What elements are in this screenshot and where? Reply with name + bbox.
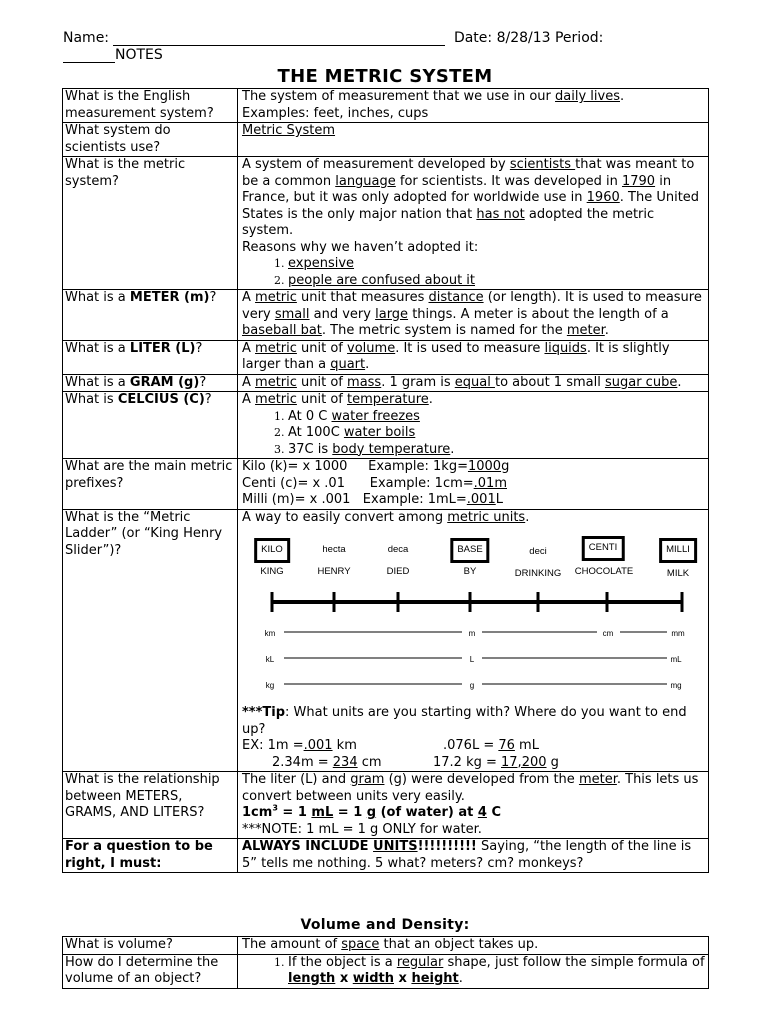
question-celcius: What is CELCIUS (C)? bbox=[63, 392, 238, 459]
answer-ladder: A way to easily convert among metric units. KILO hecta deca BASE deci CENTI MILLI KING HENRY DIED BY DRINKING CHOCOLATE MILK km m cm mm kL L mL kg g mg ***Tip: What units are you starting with? Where do you want to end up? EX: 1m =.001 km .076L = 76 mL 2.34m = 234 cm 17.2 kg = 17,200 g bbox=[238, 509, 709, 772]
volume-table bbox=[62, 936, 709, 989]
row-scientists bbox=[63, 123, 709, 157]
example-2: .076L = 76 mL bbox=[443, 738, 539, 753]
row-volume bbox=[63, 937, 709, 955]
unit-ml: mL bbox=[670, 655, 682, 664]
question-metric: What is the metric system? bbox=[63, 157, 238, 290]
answer-english: The system of measurement that we use in our daily lives. Examples: feet, inches, cups bbox=[238, 89, 709, 123]
unit-g: g bbox=[469, 681, 475, 690]
example-1: EX: 1m =.001 km bbox=[242, 738, 357, 753]
row-gram bbox=[63, 374, 709, 392]
answer-gram: A metric unit of mass. 1 gram is equal to about 1 small sugar cube. bbox=[238, 374, 709, 392]
prefix-deca: deca bbox=[387, 544, 409, 555]
answer-liter: A metric unit of volume. It is used to measure liquids. It is slightly larger than a quart. bbox=[238, 340, 709, 374]
answer-prefixes: Kilo (k)= x 1000 Example: 1kg=1000g Centi (c)= x .01 Example: 1cm=.01m Milli (m)= x .001 Example: 1mL=.001L bbox=[238, 459, 709, 510]
answer-scientists: Metric System bbox=[238, 123, 709, 157]
name-blank bbox=[113, 31, 445, 46]
mnemonic-king: KING bbox=[260, 566, 284, 577]
volume-list bbox=[242, 955, 706, 988]
header-line-2 bbox=[63, 47, 163, 63]
answer-volume: The amount of space that an object takes up. bbox=[238, 937, 709, 955]
question-english: What is the English measurement system? bbox=[63, 89, 238, 123]
answer-right: ALWAYS INCLUDE UNITS!!!!!!!!!! Saying, “the length of the line is 5” tells me nothing. 5 what? meters? cm? monkeys? bbox=[238, 839, 709, 873]
row-right bbox=[63, 839, 709, 873]
prefix-deci: deci bbox=[529, 546, 547, 557]
question-right: For a question to be right, I must: bbox=[63, 839, 238, 873]
question-prefixes: What are the main metric prefixes? bbox=[63, 459, 238, 510]
name-label: Name: bbox=[63, 30, 110, 46]
prefix-hecta: hecta bbox=[322, 544, 346, 555]
answer-metric: A system of measurement developed by scientists that was meant to be a common language for scientists. It was developed in 1790 in France, but it was only adopted for worldwide use in 1960. The United States is the only major nation that has not adopted the metric system. Reasons why we haven’t adopted it: 1. expensive 2. people are confused about it bbox=[238, 157, 709, 290]
unit-mg: mg bbox=[670, 681, 682, 690]
relationship-formula: $1cm^3 = 1$ mL = 1 g (of water) at 4 C bbox=[242, 803, 501, 820]
reasons-list bbox=[242, 256, 706, 289]
metric-ladder-diagram bbox=[242, 538, 706, 703]
example-4: 17.2 kg = 17,200 g bbox=[433, 754, 559, 770]
unit-kg: kg bbox=[265, 681, 275, 690]
ladder-tip: ***Tip: What units are you starting with? Where do you want to end up? bbox=[242, 705, 687, 737]
answer-determine bbox=[238, 954, 709, 988]
list-item: 2. At 100C water boils bbox=[288, 425, 706, 442]
celcius-list bbox=[242, 409, 706, 459]
page-title: THE METRIC SYSTEM bbox=[277, 66, 493, 87]
question-relationship: What is the relationship between METERS, GRAMS, AND LITERS? bbox=[63, 772, 238, 839]
list-item: 2. people are confused about it bbox=[288, 273, 706, 290]
prefix-centi: CENTI bbox=[582, 536, 625, 561]
period-blank bbox=[63, 48, 115, 63]
row-prefixes bbox=[63, 459, 709, 510]
unit-mm: mm bbox=[671, 629, 685, 638]
prefix-milli: MILLI bbox=[659, 538, 697, 563]
question-determine: How do I determine the volume of an object? bbox=[63, 954, 238, 988]
mnemonic-milk: MILK bbox=[666, 568, 690, 579]
mnemonic-died: DIED bbox=[386, 566, 410, 577]
mnemonic-by: BY bbox=[463, 566, 477, 577]
notes-label: NOTES bbox=[115, 47, 163, 63]
unit-l: L bbox=[469, 655, 475, 664]
question-gram: What is a GRAM (g)? bbox=[63, 374, 238, 392]
row-relationship bbox=[63, 772, 709, 839]
date-period-label: Date: 8/28/13 Period: bbox=[453, 30, 604, 46]
list-item: 1. expensive bbox=[288, 256, 706, 273]
header-line-1 bbox=[63, 30, 603, 46]
unit-km: km bbox=[264, 629, 276, 638]
relationship-note: ***NOTE: 1 mL = 1 g ONLY for water. bbox=[242, 821, 482, 837]
reasons-label: Reasons why we haven’t adopted it: bbox=[242, 239, 479, 255]
volume-density-heading: Volume and Density: bbox=[300, 917, 470, 933]
list-item: 1. At 0 C water freezes bbox=[288, 409, 706, 426]
row-english bbox=[63, 89, 709, 123]
row-metric bbox=[63, 157, 709, 290]
question-meter: What is a METER (m)? bbox=[63, 290, 238, 341]
question-scientists: What system do scientists use? bbox=[63, 123, 238, 157]
prefix-kilo: KILO bbox=[254, 538, 290, 563]
question-liter: What is a LITER (L)? bbox=[63, 340, 238, 374]
row-liter bbox=[63, 340, 709, 374]
list-item: 1. If the object is a regular shape, just follow the simple formula of length x width x height. bbox=[288, 955, 706, 988]
list-item: 3. 37C is body temperature. bbox=[288, 442, 706, 459]
question-volume: What is volume? bbox=[63, 937, 238, 955]
row-celcius bbox=[63, 392, 709, 459]
unit-kl: kL bbox=[265, 655, 275, 664]
answer-relationship: The liter (L) and gram (g) were developed from the meter. This lets us convert between units very easily. $1cm^3 = 1$ mL = 1 g (of water) at 4 C ***NOTE: 1 mL = 1 g ONLY for water. bbox=[238, 772, 709, 839]
notes-table bbox=[62, 88, 709, 873]
row-determine bbox=[63, 954, 709, 988]
prefix-base: BASE bbox=[450, 538, 489, 563]
row-meter bbox=[63, 290, 709, 341]
unit-m: m bbox=[468, 629, 476, 638]
answer-meter: A metric unit that measures distance (or length). It is used to measure very small and very large things. A meter is about the length of a baseball bat. The metric system is named for the meter. bbox=[238, 290, 709, 341]
example-3: 2.34m = 234 cm bbox=[272, 754, 382, 770]
ladder-examples bbox=[242, 738, 706, 771]
answer-celcius: A metric unit of temperature. 1. At 0 C water freezes 2. At 100C water boils 3. 37C is body temperature. bbox=[238, 392, 709, 459]
unit-cm: cm bbox=[602, 629, 614, 638]
row-ladder bbox=[63, 509, 709, 772]
ladder-lines bbox=[242, 538, 712, 703]
mnemonic-drinking: DRINKING bbox=[514, 568, 562, 579]
mnemonic-henry: HENRY bbox=[317, 566, 351, 577]
mnemonic-chocolate: CHOCOLATE bbox=[574, 566, 634, 577]
question-ladder: What is the “Metric Ladder” (or “King Henry Slider”)? bbox=[63, 509, 238, 772]
